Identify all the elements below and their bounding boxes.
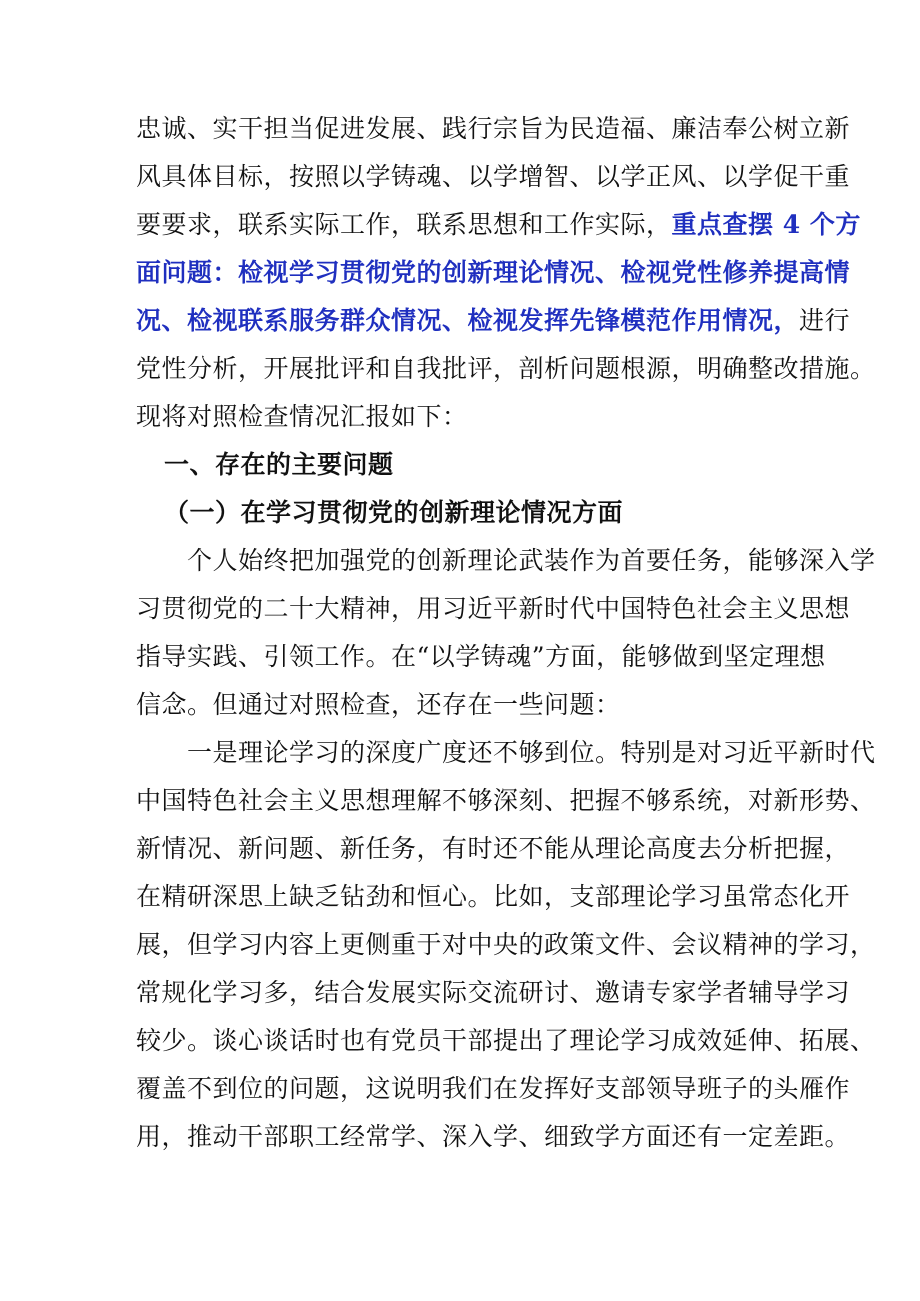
emphasis-text: 面问题：检视学习贯彻党的创新理论情况、检视党性修养提高情 xyxy=(136,258,851,287)
intro-line-1 xyxy=(136,105,851,153)
intro-text: 进行 xyxy=(799,306,851,335)
paragraph-2-line: 常规化学习多，结合发展实际交流研讨、邀请专家学者辅导学习 xyxy=(136,978,851,1007)
intro-text: 忠诚、实干担当促进发展、践行宗旨为民造福、廉洁奉公树立新 xyxy=(136,114,851,143)
subsection-heading: （一）在学习贯彻党的创新理论情况方面 xyxy=(164,498,624,527)
intro-text: 要要求，联系实际工作，联系思想和工作实际， xyxy=(136,210,672,239)
intro-line-5 xyxy=(136,297,851,345)
intro-line-3 xyxy=(136,201,861,249)
emphasis-text: 况、检视联系服务群众情况、检视发挥先锋模范作用情况， xyxy=(136,306,800,335)
intro-line-6 xyxy=(136,345,876,393)
paragraph-2-line: 展，但学习内容上更侧重于对中央的政策文件、会议精神的学习， xyxy=(136,930,876,959)
intro-line-4 xyxy=(136,249,851,297)
intro-text: 现将对照检查情况汇报如下： xyxy=(136,402,468,431)
paragraph-2-line: 一是理论学习的深度广度还不够到位。特别是对习近平新时代 xyxy=(136,738,876,767)
paragraph-1-line: 习贯彻党的二十大精神，用习近平新时代中国特色社会主义思想 xyxy=(136,594,851,623)
intro-text: 党性分析，开展批评和自我批评，剖析问题根源，明确整改措施。 xyxy=(136,354,876,383)
section-heading: 一、存在的主要问题 xyxy=(164,450,394,479)
document-body xyxy=(136,105,876,1161)
paragraph-1-line: 指导实践、引领工作。在“以学铸魂”方面，能够做到坚定理想 xyxy=(136,642,826,671)
paragraph-1-line: 个人始终把加强党的创新理论武装作为首要任务，能够深入学 xyxy=(136,546,876,575)
emphasis-text: 重点查摆 4 个方 xyxy=(671,210,861,239)
paragraph-2-line: 覆盖不到位的问题，这说明我们在发挥好支部领导班子的头雁作 xyxy=(136,1074,851,1103)
paragraph-1-line: 信念。但通过对照检查，还存在一些问题： xyxy=(136,690,621,719)
intro-line-7 xyxy=(136,393,796,441)
paragraph-2-line: 在精研深思上缺乏钻劲和恒心。比如，支部理论学习虽常态化开 xyxy=(136,882,851,911)
paragraph-2-line: 较少。谈心谈话时也有党员干部提出了理论学习成效延伸、拓展、 xyxy=(136,1026,876,1055)
paragraph-2-line: 中国特色社会主义思想理解不够深刻、把握不够系统，对新形势、 xyxy=(136,786,876,815)
intro-line-2 xyxy=(136,153,851,201)
paragraph-2-line: 新情况、新问题、新任务，有时还不能从理论高度去分析把握， xyxy=(136,834,851,863)
intro-text: 风具体目标，按照以学铸魂、以学增智、以学正风、以学促干重 xyxy=(136,162,851,191)
paragraph-2-line: 用，推动干部职工经常学、深入学、细致学方面还有一定差距。 xyxy=(136,1122,851,1151)
